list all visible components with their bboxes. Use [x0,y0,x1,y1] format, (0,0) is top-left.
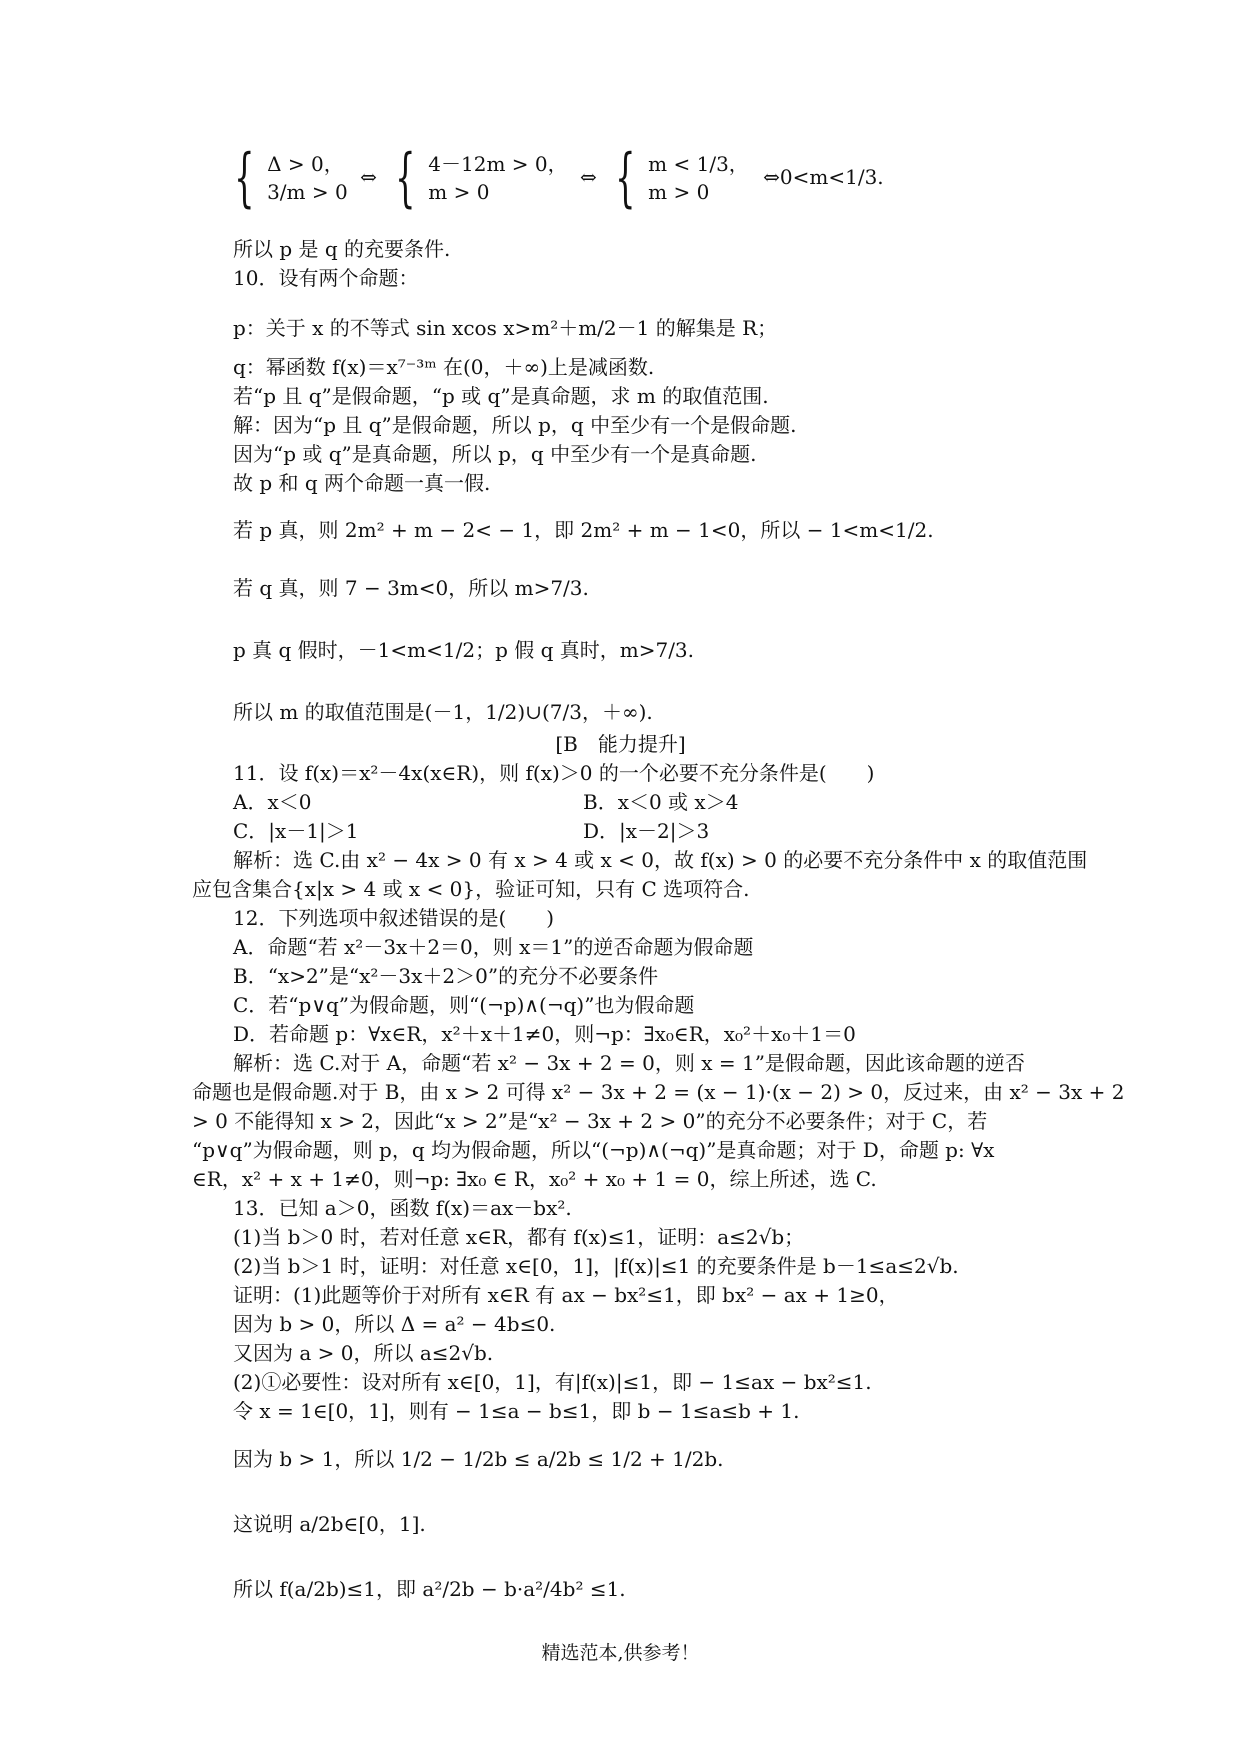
q11-answer-2: 应包含集合{x|x > 4 或 x < 0}，验证可知，只有 C 选项符合. [192,877,750,901]
equiv-arrow-1: ⇔ [360,164,377,189]
q12-answer-4: “p∨q”为假命题，则 p，q 均为假命题，所以“(¬p)∧(¬q)”是真命题；对于 D，命题 p: ∀x [192,1138,995,1162]
q11-option-b: B．x＜0 或 x＞4 [583,790,739,814]
q12-answer-1: 解析：选 C.对于 A，命题“若 x² − 3x + 2 = 0，则 x = 1”是假命题，因此该命题的逆否 [233,1051,1025,1075]
q13-proof-4: (2)①必要性：设对所有 x∈[0，1]，有|f(x)|≤1，即 − 1≤ax − bx²≤1. [233,1370,872,1394]
q13-stem: 13．已知 a＞0，函数 f(x)＝ax－bx². [233,1196,572,1220]
system-left-row2: 3/m > 0 [267,180,348,204]
q13-proof-5: 令 x = 1∈[0，1]，则有 − 1≤a − b≤1，即 b − 1≤a≤b + 1. [233,1399,800,1423]
system-right [648,150,749,206]
q13-proof-7: 这说明 a/2b∈[0，1]. [233,1512,426,1536]
q12-answer-2: 命题也是假命题.对于 B，由 x > 2 可得 x² − 3x + 2 = (x − 1)·(x − 2) > 0，反过来，由 x² − 3x + 2 [192,1080,1125,1104]
q10-condition: 若“p 且 q”是假命题，“p 或 q”是真命题，求 m 的取值范围. [233,384,769,408]
q12-stem: 12．下列选项中叙述错误的是( ) [233,906,555,930]
q11-answer-1: 解析：选 C.由 x² − 4x > 0 有 x > 4 或 x < 0，故 f(x) > 0 的必要不充分条件中 x 的取值范围 [233,848,1088,872]
q11-option-d: D．|x－2|＞3 [583,819,710,843]
q12-option-d: D．若命题 p：∀x∈R，x²＋x＋1≠0，则¬p：∃x₀∈R，x₀²＋x₀＋1＝0 [233,1022,856,1046]
page-footer: 精选范本,供参考！ [541,1642,700,1664]
q13-part-2: (2)当 b＞1 时，证明：对任意 x∈[0，1]，|f(x)|≤1 的充要条件是 b－1≤a≤2√b. [233,1254,959,1278]
q10-sol-7: 所以 m 的取值范围是(－1，1/2)∪(7/3，＋∞). [233,700,653,724]
q10-sol-1: 解：因为“p 且 q”是假命题，所以 p，q 中至少有一个是假命题. [233,413,797,437]
q10-sol-2: 因为“p 或 q”是真命题，所以 p，q 中至少有一个是真命题. [233,442,757,466]
section-heading: [B 能力提升] [555,732,686,756]
mid-brace: { [395,141,416,215]
system-mid-row2: m > 0 [428,180,490,204]
q12-option-c: C．若“p∨q”为假命题，则“(¬p)∧(¬q)”也为假命题 [233,993,695,1017]
q10-sol-3: 故 p 和 q 两个命题一真一假. [233,471,491,495]
q13-proof-2: 因为 b > 0，所以 Δ = a² − 4b≤0. [233,1312,556,1336]
q12-answer-5: ∈R，x² + x + 1≠0，则¬p: ∃x₀ ∈ R，x₀² + x₀ + 1 = 0，综上所述，选 C. [192,1167,877,1191]
q10-p: p：关于 x 的不等式 sin xcos x>m²＋m/2－1 的解集是 R； [233,316,778,340]
q12-answer-3: > 0 不能得知 x > 2，因此“x > 2”是“x² − 3x + 2 > 0”的充分不必要条件；对于 C，若 [192,1109,988,1133]
q11-stem: 11．设 f(x)＝x²－4x(x∈R)，则 f(x)＞0 的一个必要不充分条件是( ) [233,761,875,785]
q13-part-1: (1)当 b＞0 时，若对任意 x∈R，都有 f(x)≤1，证明：a≤2√b； [233,1225,805,1249]
q13-proof-6: 因为 b > 1，所以 1/2 − 1/2b ≤ a/2b ≤ 1/2 + 1/2b. [233,1447,724,1471]
system-right-row1: m < 1/3， [648,152,749,176]
system-mid [428,150,567,206]
q13-proof-8: 所以 f(a/2b)≤1，即 a²/2b − b·a²/4b² ≤1. [233,1577,626,1601]
q11-option-a: A．x＜0 [233,790,312,814]
q10-title: 10．设有两个命题： [233,266,419,290]
q10-sol-4: 若 p 真，则 2m² + m − 2< − 1，即 2m² + m − 1<0，所以 − 1<m<1/2. [233,518,934,542]
left-brace: { [234,141,255,215]
top-system [228,141,884,215]
q12-option-a: A．命题“若 x²－3x＋2＝0，则 x＝1”的逆否命题为假命题 [233,935,754,959]
q13-proof-3: 又因为 a > 0，所以 a≤2√b. [233,1341,494,1365]
q10-sol-6: p 真 q 假时，－1<m<1/2；p 假 q 真时，m>7/3. [233,638,695,662]
q11-option-c: C．|x－1|＞1 [233,819,359,843]
equiv-arrow-2: ⇔ [579,164,597,189]
q13-proof-1: 证明：(1)此题等价于对所有 x∈R 有 ax − bx²≤1，即 bx² − ax + 1≥0， [233,1283,899,1307]
system-left-row1: Δ > 0， [267,152,344,176]
system-left [267,150,348,206]
system-tail: ⇔0<m<1/3. [763,164,884,189]
q10-sol-5: 若 q 真，则 7 − 3m<0，所以 m>7/3. [233,576,589,600]
q12-option-b: B．“x>2”是“x²－3x＋2＞0”的充分不必要条件 [233,964,659,988]
q10-q: q：幂函数 f(x)＝x⁷⁻³ᵐ 在(0，＋∞)上是减函数. [233,355,655,379]
line-sufficient: 所以 p 是 q 的充要条件. [233,237,451,261]
right-brace: { [615,141,636,215]
system-right-row2: m > 0 [648,180,710,204]
system-mid-row1: 4－12m > 0， [428,152,568,176]
